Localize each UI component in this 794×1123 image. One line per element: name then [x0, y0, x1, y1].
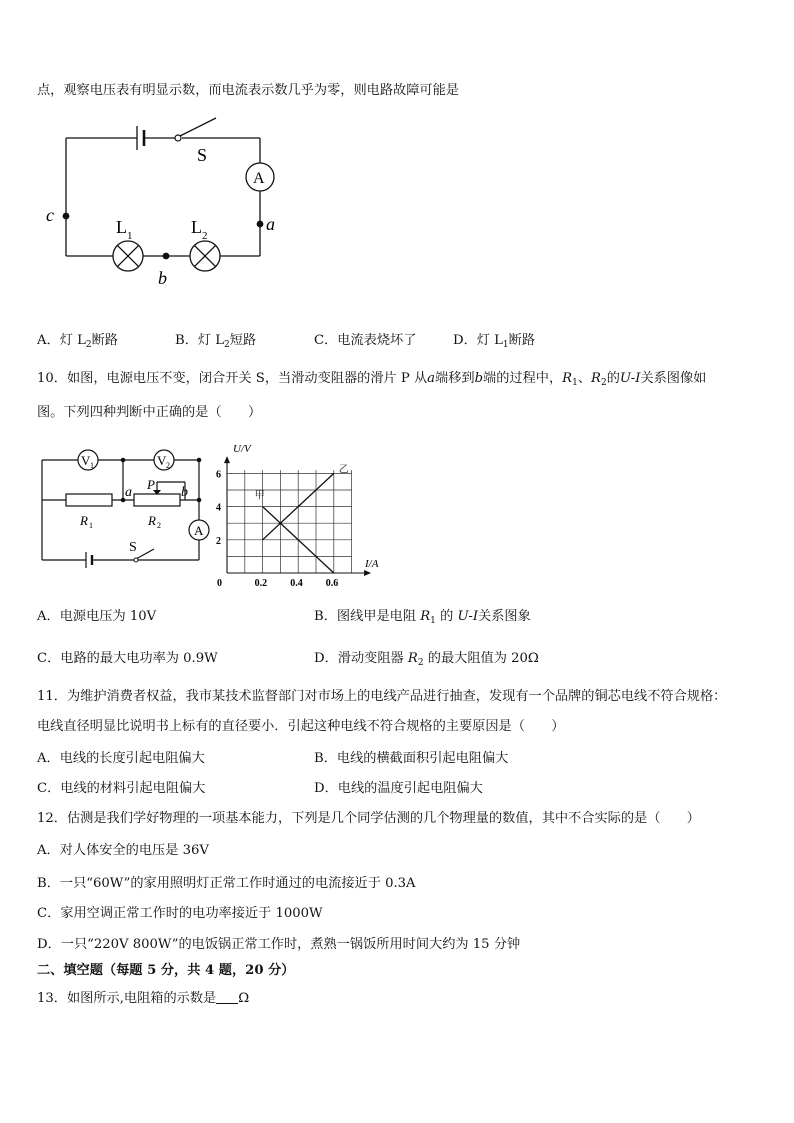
- q12-line-1: 12．估测是我们学好物理的一项基本能力，下列是几个同学估测的几个物理量的数值，其中不合实际的是（ ）: [37, 811, 700, 826]
- r2-label: R: [148, 513, 156, 528]
- point-b-label-2: b: [181, 485, 188, 500]
- y-axis-label: U/V: [233, 443, 251, 455]
- q12-option-b: B．一只“60W”的家用照明灯正常工作时通过的电流接近于 0.3A: [37, 876, 416, 891]
- point-a-label: a: [266, 214, 275, 234]
- series-label-yi: 乙: [338, 464, 349, 476]
- q10-option-a: A．电源电压为 10V: [37, 609, 157, 624]
- ui-graph: [205, 436, 390, 588]
- q9-option-a: A．灯 $L_2$断路: [37, 333, 118, 350]
- q11-line-2: 电线直径明显比说明书上标有的直径要小．引起这种电线不符合规格的主要原因是（ ）: [37, 719, 565, 734]
- switch-label-2: S: [129, 540, 137, 555]
- r1-sub: 1: [89, 521, 93, 530]
- circuit-figure-2: [38, 446, 218, 576]
- voltmeter2-sub: 2: [166, 461, 170, 470]
- q11-option-a: A．电线的长度引起电阻偏大: [37, 751, 205, 766]
- circuit-figure-1: [40, 108, 290, 293]
- q9-option-d: D．灯 $L_1$断路: [453, 333, 536, 350]
- y-tick-label: 2: [216, 535, 221, 547]
- voltmeter1-label: V: [81, 453, 91, 468]
- point-c-label: c: [46, 205, 54, 225]
- q11-option-c: C．电线的材料引起电阻偏大: [37, 781, 206, 796]
- q10-option-c: C．电路的最大电功率为 0.9W: [37, 651, 218, 666]
- ammeter-label-2: A: [194, 523, 204, 538]
- q10-line-2: 图。下列四种判断中正确的是（ ）: [37, 405, 262, 420]
- voltmeter1-sub: 1: [90, 461, 94, 470]
- q10-line-1: 10．如图，电源电压不变，闭合开关 S，当滑动变阻器的滑片 P 从a端移到b端的过程中，$R_1$、$R_2$的U-I关系图像如: [37, 371, 707, 388]
- x-tick-label: 0: [217, 578, 222, 588]
- q11-option-d: D．电线的温度引起电阻偏大: [314, 781, 483, 796]
- y-tick-label: 4: [216, 502, 221, 514]
- q10-option-b: B．图线甲是电阻 $R_1$ 的 U-I关系图象: [314, 609, 531, 626]
- y-tick-label: 6: [216, 469, 221, 481]
- lamp2-sub: 2: [202, 230, 208, 242]
- x-axis-arrow: [364, 570, 371, 576]
- q10-option-d: D．滑动变阻器 $R_2$ 的最大阻值为 20Ω: [314, 651, 539, 668]
- lamp2-label: L: [191, 217, 202, 237]
- point-a-label-2: a: [125, 485, 132, 500]
- switch-label: S: [197, 145, 208, 165]
- intro-text: 点，观察电压表有明显示数，而电流表示数几乎为零，则电路故障可能是: [37, 83, 459, 98]
- point-b-label: b: [158, 268, 167, 288]
- x-axis-label: I/A: [365, 558, 379, 570]
- q9-option-c: C．电流表烧坏了: [314, 333, 417, 348]
- q12-option-c: C．家用空调正常工作时的电功率接近于 1000W: [37, 906, 323, 921]
- r2-sub: 2: [157, 521, 161, 530]
- x-tick-label: 0.6: [325, 578, 339, 588]
- r1-label: R: [80, 513, 88, 528]
- slider-p-label: P: [147, 477, 155, 492]
- voltmeter2-label: V: [157, 453, 167, 468]
- lamp1-label: L: [116, 217, 127, 237]
- q9-option-b: B．灯 $L_2$短路: [175, 333, 257, 350]
- series-label-jia: 甲: [254, 490, 265, 502]
- section-heading: 二、填空题（每题 5 分，共 4 题，20 分）: [37, 963, 295, 978]
- q11-option-b: B．电线的横截面积引起电阻偏大: [314, 751, 509, 766]
- q12-option-a: A．对人体安全的电压是 36V: [37, 843, 209, 858]
- ammeter-label: A: [253, 170, 265, 187]
- q12-option-d: D．一只“220V 800W”的电饭锅正常工作时，煮熟一锅饭所用时间大约为 15 分钟: [37, 937, 521, 952]
- x-tick-label: 0.4: [290, 578, 303, 588]
- x-tick-label: 0.2: [254, 578, 268, 588]
- q13-line: 13．如图所示,电阻箱的示数是 Ω: [37, 991, 250, 1006]
- y-axis-arrow: [224, 456, 230, 463]
- q11-line-1: 11．为维护消费者权益，我市某技术监督部门对市场上的电线产品进行抽查，发现有一个品牌的铜芯电线不符合规格：: [37, 689, 727, 704]
- q13-answer-blank: [216, 991, 238, 1004]
- lamp1-sub: 1: [127, 230, 133, 242]
